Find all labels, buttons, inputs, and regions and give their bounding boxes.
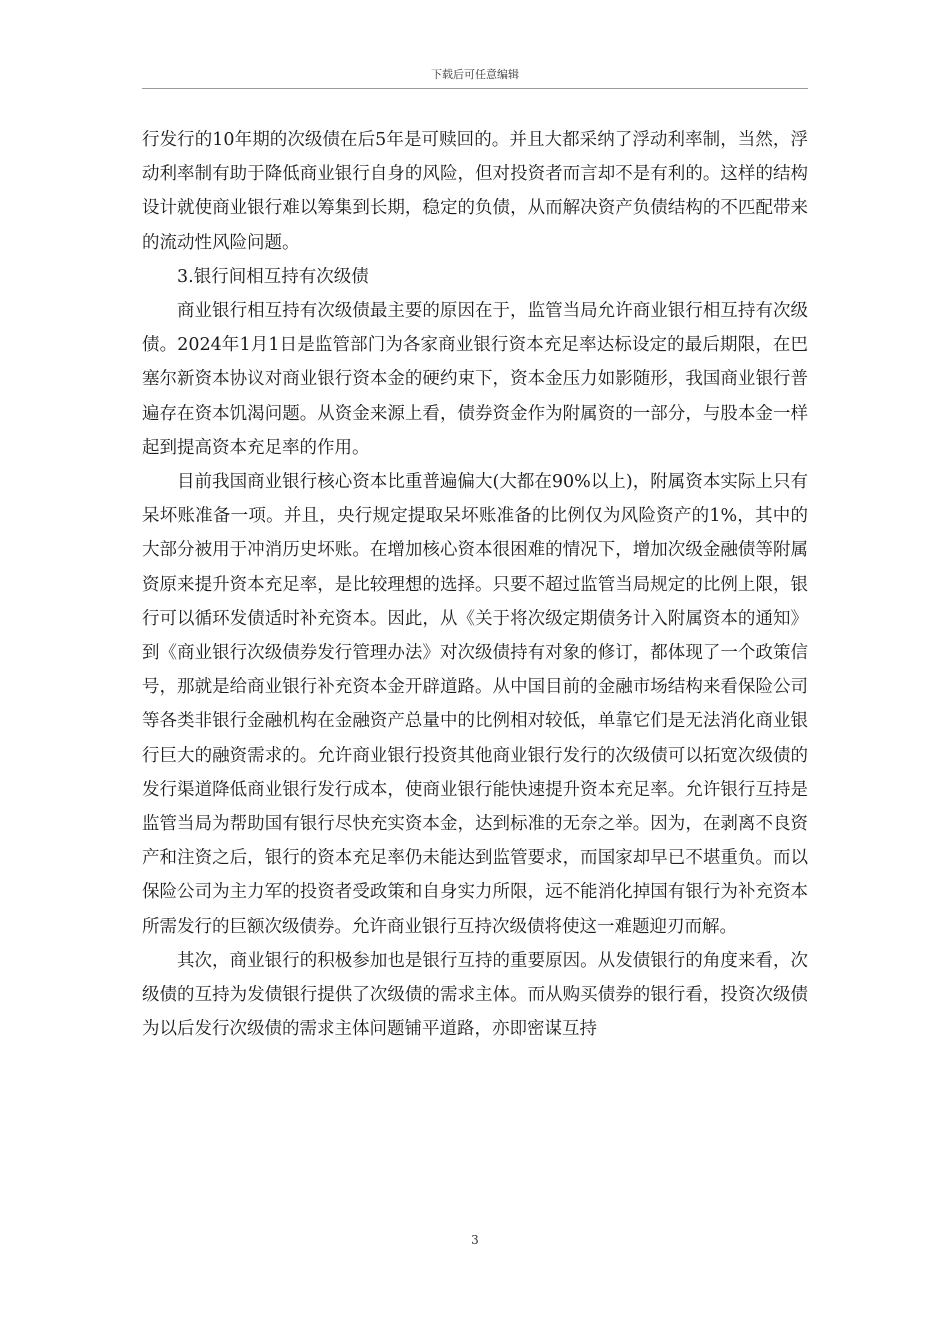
paragraph: 商业银行相互持有次级债最主要的原因在于，监管当局允许商业银行相互持有次级债。2024年1月1日是监管部门为各家商业银行资本充足率达标设定的最后期限，在巴塞尔新资本协议对商业银行资本金的硬约束下，资本金压力如影随形，我国商业银行普遍存在资本饥渴问题。从资金来源上看，债券资金作为附属资的一部分，与股本金一样起到提高资本充足率的作用。 bbox=[142, 301, 808, 458]
paragraph: 目前我国商业银行核心资本比重普遍偏大(大都在90%以上)，附属资本实际上只有呆坏账准备一项。并且，央行规定提取呆坏账准备的比例仅为风险资产的1%，其中的大部分被用于冲消历史坏账。在增加核心资本很困难的情况下，增加次级金融债等附属资原来提升资本充足率，是比较理想的选择。只要不超过监管当局规定的比例上限，银行可以循环发债适时补充资本。因此，从《关于将次级定期债务计入附属资本的通知》到《商业银行次级债券发行管理办法》对次级债持有对象的修订，都体现了一个政策信号，那就是给商业银行补充资本金开辟道路。从中国目前的金融市场结构来看保险公司等各类非银行金融机构在金融资产总量中的比例相对较低，单靠它们是无法消化商业银行巨大的融资需求的。允许商业银行投资其他商业银行发行的次级债可以拓宽次级债的发行渠道降低商业银行发行成本，使商业银行能快速提升资本充足率。允许银行互持是监管当局为帮助国有银行尽快充实资本金，达到标准的无奈之举。因为，在剥离不良资产和注资之后，银行的资本充足率仍未能达到监管要求，而国家却早已不堪重负。而以保险公司为主力军的投资者受政策和自身实力所限，远不能消化掉国有银行为补充资本所需发行的巨额次级债券。允许商业银行互持次级债将使这一难题迎刃而解。 bbox=[142, 472, 808, 937]
page-header: 下载后可任意编辑 bbox=[431, 68, 519, 81]
paragraph-continuation: 行发行的10年期的次级债在后5年是可赎回的。并且大都采纳了浮动利率制，当然，浮动利率制有助于降低商业银行自身的风险，但对投资者而言却不是有利的。这样的结构设计就使商业银行难以筹集到长期，稳定的负债，从而解决资产负债结构的不匹配带来的流动性风险问题。 bbox=[142, 130, 808, 253]
paragraph: 其次，商业银行的积极参加也是银行互持的重要原因。从发债银行的角度来看，次级债的互持为发债银行提供了次级债的需求主体。而从购买债券的银行看，投资次级债为以后发行次级债的需求主体问题铺平道路，亦即密谋互持 bbox=[142, 950, 808, 1040]
page-number: 3 bbox=[471, 1233, 479, 1247]
section-heading: 3.银行间相互持有次级债 bbox=[177, 266, 369, 287]
header-divider bbox=[142, 88, 808, 89]
document-body bbox=[142, 123, 808, 1046]
